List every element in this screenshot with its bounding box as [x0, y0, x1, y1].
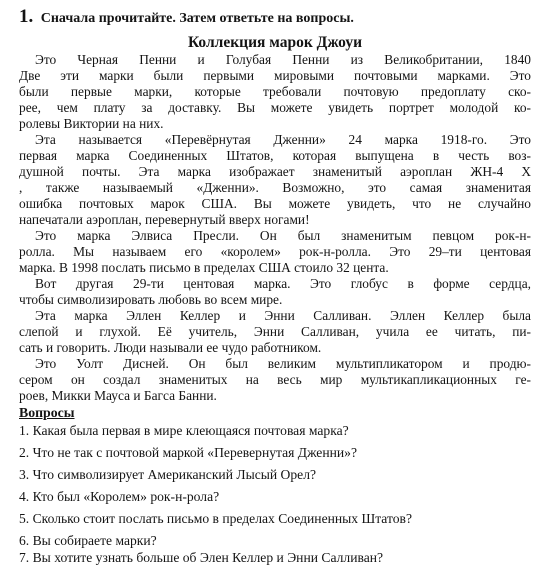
question-item: 3. Что символизирует Американский Лысый Орел? [19, 467, 317, 482]
story-line: первая марка Соединенных Штатов, которая выпущена в честь воз- [19, 148, 531, 163]
story-line: марка. В 1998 послать письмо в пределах США стоило 32 цента. [19, 260, 389, 275]
question-item: 7. Вы хотите узнать больше об Элен Келлер и Энни Салливан? [19, 550, 384, 565]
story-title: Коллекция марок Джоуи [187, 34, 363, 51]
story-line: были первые марки, которые требовали почтовую предоплату ско- [19, 84, 531, 99]
story-line: чтобы символизировать любовь во всем мире. [19, 292, 283, 307]
story-line: рее, чем плату за доставку. Вы можете увидеть портрет молодой ко- [19, 100, 531, 115]
story-line: Эта называется «Перевёрнутая Дженни» 24 марка 1918-го. Это [35, 132, 531, 147]
story-line: напечатали аэроплан, перевернутый вверх ногами! [19, 212, 310, 227]
story-line: слепой и глухой. Её учитель, Энни Салливан, учила ее читать, пи- [19, 324, 531, 339]
story-line: Это марка Элвиса Пресли. Он был знаменитым певцом рок-н- [35, 228, 531, 243]
story-line: роев, Микки Мауса и Багса Банни. [19, 388, 217, 403]
story-line: сать и говорить. Люди называли ее чудо работником. [19, 340, 322, 355]
story-line: ролла. Мы называем его «королем» рок-н-ролла. Это 29–ти центовая [19, 244, 531, 259]
story-line: ролевы Виктории на них. [19, 116, 164, 131]
story-line: Вот другая 29-ти центовая марка. Это глобус в форме сердца, [35, 276, 531, 291]
question-item: 5. Сколько стоит послать письмо в пределах Соединенных Штатов? [19, 511, 412, 526]
task-instruction: Сначала прочитайте. Затем ответьте на вопросы. [40, 11, 354, 26]
task-header [19, 6, 354, 28]
story-line: , также называемый «Дженни». Возможно, это самая знаменитая [19, 180, 531, 195]
story-line: сером он создал знаменитых на весь мир мультикапликационных ге- [19, 372, 531, 387]
questions-heading: Вопросы [19, 405, 75, 420]
question-item: 1. Какая была первая в мире клеющаяся почтовая марка? [19, 423, 349, 438]
story-line: Это Черная Пенни и Голубая Пенни из Великобритании, 1840 [35, 52, 531, 67]
question-item: 6. Вы собираете марки? [19, 533, 157, 548]
story-line: Эта марка Эллен Келлер и Энни Салливан. Эллен Келлер была [35, 308, 531, 323]
task-number: 1. [19, 6, 34, 27]
story-line: Это Уолт Дисней. Он был великим мультипликатором и продю- [35, 356, 531, 371]
story-line: душной почты. Эта марка изображает знаменитый аэроплан ЖН-4 Х [19, 164, 531, 179]
story-line: Две эти марки были первыми мировыми почтовыми марками. Это [19, 68, 531, 83]
story-line: ошибка почтовых марок США. Вы можете увидеть, что не случайно [19, 196, 531, 211]
question-item: 4. Кто был «Королем» рок-н-рола? [19, 489, 220, 504]
question-item: 2. Что не так с почтовой маркой «Перевернутая Дженни»? [19, 445, 357, 460]
